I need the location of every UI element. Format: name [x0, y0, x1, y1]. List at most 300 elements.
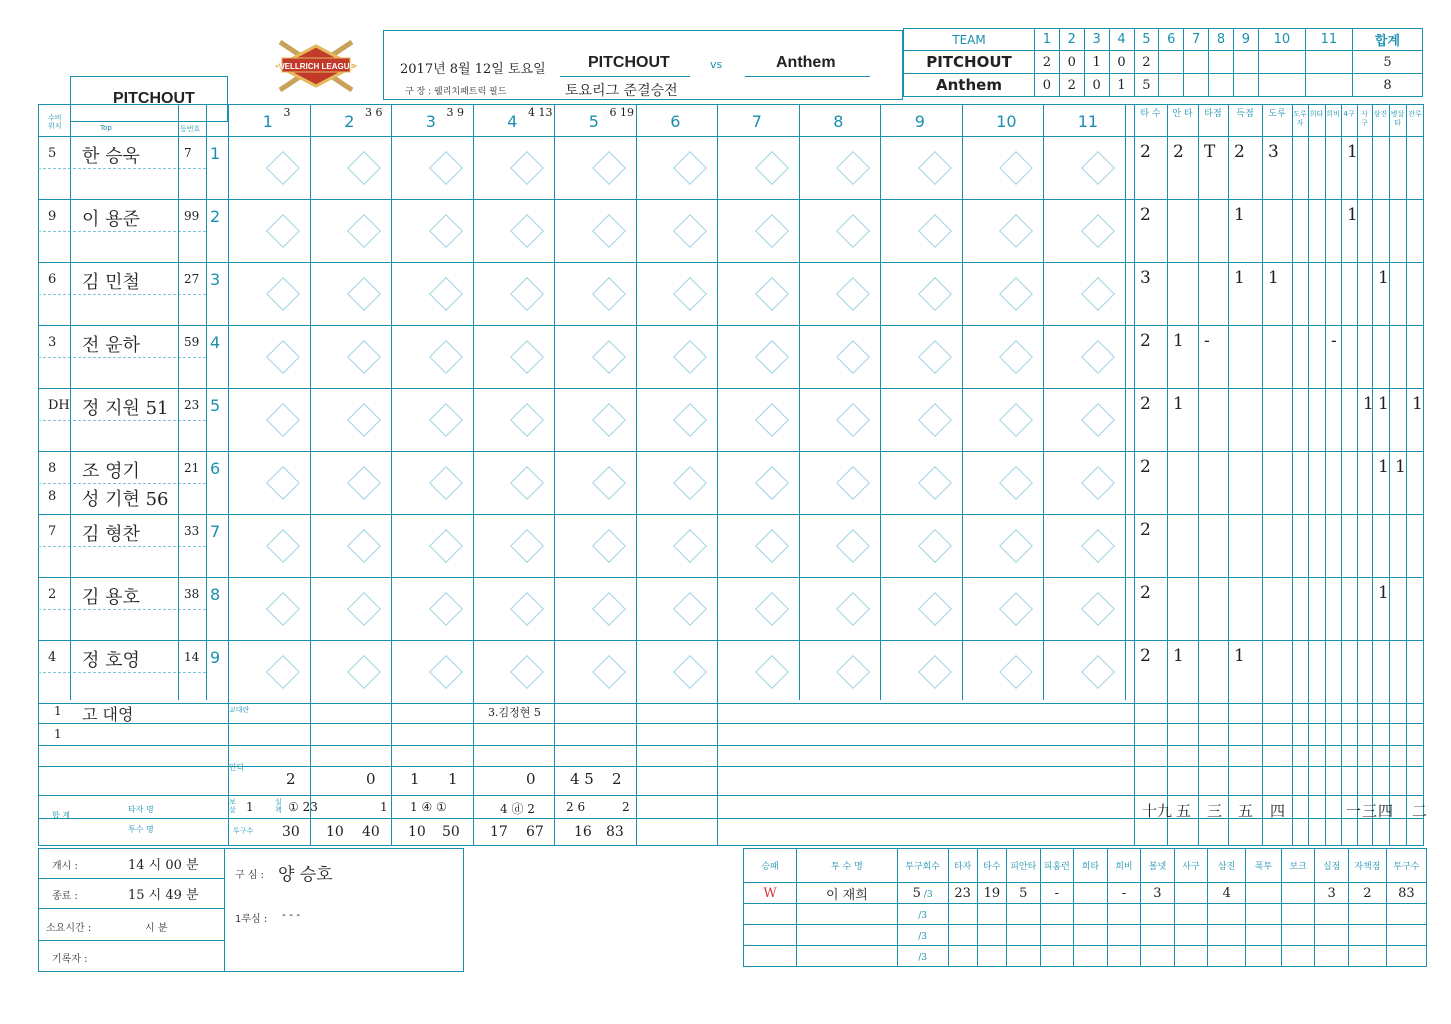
extra-position: 1 — [54, 727, 62, 741]
inning-walks-errors: ① 23 — [288, 800, 318, 814]
pitching-header: 승패 — [744, 849, 797, 883]
pitching-cell — [1040, 946, 1074, 967]
inning-header: 7 — [1184, 29, 1209, 51]
inning-pitches: 40 — [362, 824, 380, 840]
batter-stat: 1 — [1173, 646, 1184, 666]
pitching-cell — [1281, 925, 1315, 946]
inning-pitches: 83 — [606, 824, 624, 840]
inning-header: 11 — [1305, 29, 1352, 51]
pitchers-label: 투수 명 — [128, 825, 154, 834]
pitching-header: 피안타 — [1006, 849, 1040, 883]
extra-name: 고 대영 — [82, 705, 134, 724]
batting-order: 9 — [210, 648, 221, 667]
pitching-cell — [1281, 904, 1315, 925]
score-cell — [1305, 51, 1352, 74]
pitching-cell — [1074, 946, 1108, 967]
pitching-cell: - — [1040, 883, 1074, 904]
inning-col-header: 11 — [1077, 112, 1099, 131]
player-name: 정 지원 51 — [82, 398, 169, 419]
stat-col-header: 잔루 — [1408, 110, 1422, 118]
pitching-cell — [1208, 946, 1246, 967]
pitching-cell — [1107, 946, 1141, 967]
extra-position: 1 — [54, 704, 62, 718]
pitching-header: 투구수 — [1386, 849, 1426, 883]
innings-suffix: /3 — [920, 889, 933, 900]
total-stat: 五 — [1238, 802, 1254, 820]
inning-walks-errors: 2 6 — [566, 800, 586, 814]
inning-header: 10 — [1258, 29, 1305, 51]
sub-note: 3.김정현 5 — [488, 706, 541, 719]
recorder-label: 기록자 : — [52, 954, 88, 965]
pitching-cell — [1246, 883, 1282, 904]
batter-stat: 1 — [1378, 394, 1389, 414]
batter-stat: 2 — [1140, 646, 1151, 666]
pitching-cell — [744, 925, 797, 946]
pitching-cell — [1386, 925, 1426, 946]
batting-order: 4 — [210, 333, 221, 352]
total-stat: 二 — [1412, 802, 1428, 820]
sub-player-name: 성 기현 56 — [82, 489, 169, 510]
stat-col-header: 희비 — [1326, 110, 1340, 118]
total-stat: 四 — [1270, 802, 1286, 820]
pitching-cell — [1040, 925, 1074, 946]
stat-col-header: 도루자 — [1293, 110, 1307, 127]
pitching-header: 볼넷 — [1141, 849, 1175, 883]
score-cell — [1234, 74, 1259, 97]
pitching-header: 투 수 명 — [797, 849, 898, 883]
stat-col-header: 희타 — [1309, 110, 1324, 118]
batter-stat: 2 — [1140, 205, 1151, 225]
start-value: 14 시 00 분 — [128, 858, 199, 873]
pitching-cell — [948, 946, 977, 967]
batting-order: 2 — [210, 207, 221, 226]
pitching-cell: 5 /3 — [897, 883, 948, 904]
batter-stat: 1 — [1234, 268, 1245, 288]
total-stat: 四 — [1378, 802, 1394, 820]
batting-order: 1 — [210, 144, 221, 163]
player-position: 8 — [48, 461, 57, 476]
pitching-cell — [1141, 904, 1175, 925]
pitching-cell — [1208, 904, 1246, 925]
total-stat: 三 — [1362, 802, 1378, 820]
player-position: 4 — [48, 650, 57, 665]
pitching-cell: 83 — [1386, 883, 1426, 904]
pitching-cell: 3 — [1315, 883, 1349, 904]
pitching-cell — [797, 946, 898, 967]
base1-value: - - - — [282, 908, 301, 921]
stat-col-header: 득점 — [1236, 109, 1254, 119]
score-total: 8 — [1352, 74, 1422, 97]
batter-stat: 2 — [1234, 142, 1245, 162]
pitching-cell — [1348, 946, 1386, 967]
player-name: 정 호영 — [82, 650, 140, 671]
player-number: 99 — [184, 209, 200, 223]
pitching-cell — [1040, 904, 1074, 925]
pitching-cell — [1208, 925, 1246, 946]
batter-stat: 2 — [1140, 520, 1151, 540]
batter-stat: 1 — [1395, 457, 1406, 477]
inning-walks-errors: 1 — [246, 800, 254, 814]
pitching-header: 사구 — [1174, 849, 1208, 883]
pitching-row — [744, 946, 1427, 967]
pitching-header: 희타 — [1074, 849, 1108, 883]
pitching-cell: 3 — [1141, 883, 1175, 904]
pos-header: 수비 위치 — [48, 114, 62, 130]
pitching-cell: 이 재희 — [797, 883, 898, 904]
stat-col-header: 4구 — [1343, 110, 1355, 118]
inning-hits: 2 — [612, 770, 622, 788]
batter-stat: 1 — [1363, 394, 1374, 414]
pitching-cell — [977, 904, 1006, 925]
inning-col-header: 7 — [751, 112, 762, 131]
pitching-cell — [1006, 946, 1040, 967]
total-header: 합계 — [1352, 29, 1422, 51]
player-number: 33 — [184, 524, 200, 538]
pitching-cell — [977, 925, 1006, 946]
pitching-cell — [1074, 904, 1108, 925]
batting-order: 5 — [210, 396, 221, 415]
errors-label: 실책 — [275, 798, 282, 814]
score-cell: 1 — [1109, 74, 1134, 97]
pitching-cell — [1074, 883, 1108, 904]
player-name: 이 용준 — [82, 209, 140, 230]
pitching-cell — [1246, 946, 1282, 967]
score-team: Anthem — [904, 74, 1035, 97]
inning-hits: 4 5 — [570, 770, 594, 788]
pitching-header: 실점 — [1315, 849, 1349, 883]
player-position: 9 — [48, 209, 57, 224]
batter-stat: 2 — [1173, 142, 1184, 162]
player-number: 7 — [184, 146, 192, 160]
total-stat: 三 — [1207, 802, 1223, 820]
inning-header: 1 — [1035, 29, 1060, 51]
pitching-cell — [897, 904, 948, 925]
batter-stat: 3 — [1268, 142, 1279, 162]
inning-hits: 0 — [526, 770, 536, 788]
player-name: 한 승욱 — [82, 146, 140, 167]
batter-stat: - — [1331, 331, 1337, 351]
pitching-cell — [897, 925, 948, 946]
player-name: 김 형찬 — [82, 524, 140, 545]
pitching-cell — [1386, 904, 1426, 925]
sum-label: 합 계 — [52, 811, 70, 820]
inning-pitches: 10 — [408, 824, 426, 840]
team-label: TEAM — [904, 29, 1035, 51]
score-cell — [1209, 74, 1234, 97]
pitching-table — [743, 848, 1427, 967]
stat-col-header: 병살타 — [1390, 110, 1405, 127]
batter-stat: 1 — [1378, 268, 1389, 288]
batter-stat: 2 — [1140, 331, 1151, 351]
pitching-cell — [1386, 946, 1426, 967]
batting-order: 7 — [210, 522, 221, 541]
pitching-header: 타자 — [948, 849, 977, 883]
inning-pitches: 10 — [326, 824, 344, 840]
inning-col-mark: 3 6 — [365, 106, 383, 119]
score-cell: 2 — [1134, 51, 1159, 74]
pitching-cell — [1141, 925, 1175, 946]
total-stat: 一 — [1346, 802, 1362, 820]
stat-col-header: 사구 — [1361, 110, 1368, 127]
pitching-cell — [1174, 946, 1208, 967]
inning-pitches: 67 — [526, 824, 544, 840]
player-position: 5 — [48, 146, 57, 161]
score-cell: 1 — [1084, 51, 1109, 74]
inning-col-header: 1 — [262, 112, 273, 131]
player-position: 6 — [48, 272, 57, 287]
pitching-cell — [1348, 904, 1386, 925]
pitches-label: 투구수 — [233, 827, 254, 835]
pitching-cell — [1315, 946, 1349, 967]
player-number: 27 — [184, 272, 200, 286]
stat-col-header: 타 수 — [1140, 109, 1161, 119]
player-name: 김 민철 — [82, 272, 140, 293]
inning-walks-errors: 1 — [380, 800, 388, 814]
inning-col-mark: 3 9 — [446, 106, 464, 119]
pitching-cell — [1107, 925, 1141, 946]
scoreboard — [903, 28, 1423, 97]
league-logo — [270, 38, 362, 94]
batter-stat: 2 — [1140, 394, 1151, 414]
pitching-cell — [797, 925, 898, 946]
score-cell — [1258, 74, 1305, 97]
innings-suffix: /3 — [918, 931, 927, 942]
batter-stat: 1 — [1378, 583, 1389, 603]
player-name: 전 윤하 — [82, 335, 140, 356]
score-team: PITCHOUT — [904, 51, 1035, 74]
total-stat: 十九 — [1142, 802, 1173, 820]
inning-col-header: 2 — [344, 112, 355, 131]
umpire-label: 구 심 : — [235, 870, 265, 881]
pitching-cell — [744, 946, 797, 967]
total-stat: 五 — [1176, 802, 1192, 820]
inning-col-mark: 4 13 — [528, 106, 553, 119]
pitching-cell — [1246, 904, 1282, 925]
score-cell: 5 — [1134, 74, 1159, 97]
umpire-value: 양 승호 — [278, 865, 333, 885]
inning-col-mark: 3 — [283, 106, 291, 119]
batter-stat: 1 — [1234, 646, 1245, 666]
inning-hits: 2 — [286, 770, 296, 788]
pitching-cell — [1006, 904, 1040, 925]
batter-stat: 1 — [1412, 394, 1423, 414]
player-number: 21 — [184, 461, 200, 475]
inning-col-header: 9 — [914, 112, 925, 131]
logo-text: WELLRICH LEAGUE — [277, 62, 355, 71]
inning-col-header: 6 — [670, 112, 681, 131]
sub-label: 교대란 — [229, 706, 250, 714]
pitching-header: 폭투 — [1246, 849, 1282, 883]
end-label: 종료 : — [52, 891, 78, 902]
walks-label: 보살 — [229, 798, 236, 814]
player-position: DH — [48, 398, 70, 413]
pitching-cell — [1246, 925, 1282, 946]
player-name: 김 용호 — [82, 587, 140, 608]
pitching-cell — [897, 946, 948, 967]
away-team-name: Anthem — [776, 54, 836, 71]
player-name: 조 영기 — [82, 461, 140, 482]
player-position: 2 — [48, 587, 57, 602]
sub-position: 8 — [48, 489, 57, 504]
pitching-header: 자책점 — [1348, 849, 1386, 883]
batter-stat: 1 — [1378, 457, 1389, 477]
batter-stat: 2 — [1140, 457, 1151, 477]
inning-header: 6 — [1159, 29, 1184, 51]
inning-col-header: 8 — [833, 112, 844, 131]
pitching-cell — [1074, 925, 1108, 946]
inning-col-header: 10 — [996, 112, 1017, 131]
batters-label: 타자 명 — [128, 805, 154, 814]
pitching-cell — [977, 946, 1006, 967]
inning-header: 3 — [1084, 29, 1109, 51]
pitching-cell — [1174, 925, 1208, 946]
pitching-cell — [797, 904, 898, 925]
scoring-grid — [38, 104, 1424, 846]
inning-header: 2 — [1059, 29, 1084, 51]
stat-col-header: 타점 — [1204, 109, 1222, 119]
batter-stat: 3 — [1140, 268, 1151, 288]
duration-label: 소요시간 : — [46, 923, 92, 934]
inning-col-mark: 6 19 — [609, 106, 634, 119]
score-row-away — [904, 74, 1423, 97]
player-number: 14 — [184, 650, 200, 664]
pitching-cell — [1348, 925, 1386, 946]
stat-col-header: 삼진 — [1373, 110, 1388, 118]
innings-suffix: /3 — [918, 952, 927, 963]
duration-value: 시 분 — [145, 923, 168, 934]
end-value: 15 시 49 분 — [128, 888, 199, 903]
pitching-cell: W — [744, 883, 797, 904]
score-cell — [1184, 74, 1209, 97]
inning-header: 5 — [1134, 29, 1159, 51]
pitching-header: 피홈런 — [1040, 849, 1074, 883]
pitching-row — [744, 883, 1427, 904]
batter-stat: 1 — [1347, 205, 1358, 225]
pitching-cell: 19 — [977, 883, 1006, 904]
score-cell: 0 — [1084, 74, 1109, 97]
base1-label: 1루심 : — [235, 914, 268, 925]
inning-pitches: 17 — [490, 824, 508, 840]
pitching-cell — [1141, 946, 1175, 967]
home-team-name: PITCHOUT — [588, 54, 670, 71]
batter-stat: 1 — [1173, 394, 1184, 414]
batting-order: 3 — [210, 270, 221, 289]
player-number: 38 — [184, 587, 200, 601]
pitching-header: 보크 — [1281, 849, 1315, 883]
inning-walks-errors: 1 ④ ① — [410, 800, 447, 814]
batting-order: 6 — [210, 459, 221, 478]
batter-stat: T — [1204, 142, 1216, 162]
score-cell — [1159, 74, 1184, 97]
batter-stat: 1 — [1268, 268, 1279, 288]
uniform-header: 등번호 — [180, 125, 201, 133]
pitching-cell — [1315, 925, 1349, 946]
pitching-header: 투구회수 — [897, 849, 948, 883]
innings-suffix: /3 — [918, 910, 927, 921]
score-cell: 0 — [1109, 51, 1134, 74]
inning-hits: 1 — [448, 770, 458, 788]
pitching-cell — [948, 904, 977, 925]
inning-col-header: 5 — [588, 112, 599, 131]
batter-stat: 1 — [1173, 331, 1184, 351]
pitching-row — [744, 925, 1427, 946]
score-cell: 2 — [1035, 51, 1060, 74]
score-cell — [1305, 74, 1352, 97]
score-row-home — [904, 51, 1423, 74]
inning-pitches: 30 — [282, 824, 300, 840]
score-cell — [1159, 51, 1184, 74]
inning-pitches: 50 — [442, 824, 460, 840]
batter-stat: 1 — [1347, 142, 1358, 162]
inning-col-header: 4 — [507, 112, 518, 131]
pitching-cell — [1174, 883, 1208, 904]
inning-pitches: 16 — [574, 824, 592, 840]
score-cell — [1184, 51, 1209, 74]
game-date: 2017년 8월 12일 토요일 — [400, 62, 546, 77]
batter-stat: - — [1204, 331, 1210, 351]
score-cell — [1234, 51, 1259, 74]
pitching-header: 타수 — [977, 849, 1006, 883]
pitching-cell — [1006, 925, 1040, 946]
top-label: Top — [100, 124, 112, 132]
pitching-cell: 5 — [1006, 883, 1040, 904]
pitching-cell: 4 — [1208, 883, 1246, 904]
pitching-cell — [1174, 904, 1208, 925]
batter-stat: 1 — [1234, 205, 1245, 225]
player-number: 23 — [184, 398, 200, 412]
game-title: 토요리그 준결승전 — [565, 83, 678, 99]
batter-stat: 2 — [1140, 142, 1151, 162]
pitching-cell — [1281, 883, 1315, 904]
inning-header: 9 — [1234, 29, 1259, 51]
inning-header: 4 — [1109, 29, 1134, 51]
pitching-cell — [744, 904, 797, 925]
batting-order: 8 — [210, 585, 221, 604]
pitching-cell — [1315, 904, 1349, 925]
pitching-cell — [948, 925, 977, 946]
pitching-row — [744, 904, 1427, 925]
inning-hits: 1 — [410, 770, 420, 788]
ballpark-label: 구 장 : 웰리치패트릭 필드 — [405, 87, 507, 97]
inning-col-header: 3 — [425, 112, 436, 131]
player-number: 59 — [184, 335, 200, 349]
inning-header: 8 — [1209, 29, 1234, 51]
player-position: 7 — [48, 524, 57, 539]
pitching-header: 삼진 — [1208, 849, 1246, 883]
pitching-cell: 2 — [1348, 883, 1386, 904]
pitching-cell — [1107, 904, 1141, 925]
hits-label: 안타 — [229, 763, 245, 772]
inning-hits: 0 — [366, 770, 376, 788]
pitching-cell: - — [1107, 883, 1141, 904]
inning-walks-errors: 4 ⓓ 2 — [500, 802, 535, 816]
start-label: 개시 : — [52, 861, 78, 872]
pitching-cell: 23 — [948, 883, 977, 904]
inning-walks-errors: 2 — [622, 800, 630, 814]
player-position: 3 — [48, 335, 57, 350]
score-total: 5 — [1352, 51, 1422, 74]
score-cell: 0 — [1059, 51, 1084, 74]
score-cell: 2 — [1059, 74, 1084, 97]
score-cell: 0 — [1035, 74, 1060, 97]
score-cell — [1258, 51, 1305, 74]
stat-col-header: 도루 — [1268, 109, 1286, 119]
vs-label: vs — [710, 58, 723, 71]
pitching-cell — [1281, 946, 1315, 967]
pitching-header: 희비 — [1107, 849, 1141, 883]
lineup-team-name: PITCHOUT — [113, 90, 195, 107]
stat-col-header: 안 타 — [1172, 109, 1193, 119]
